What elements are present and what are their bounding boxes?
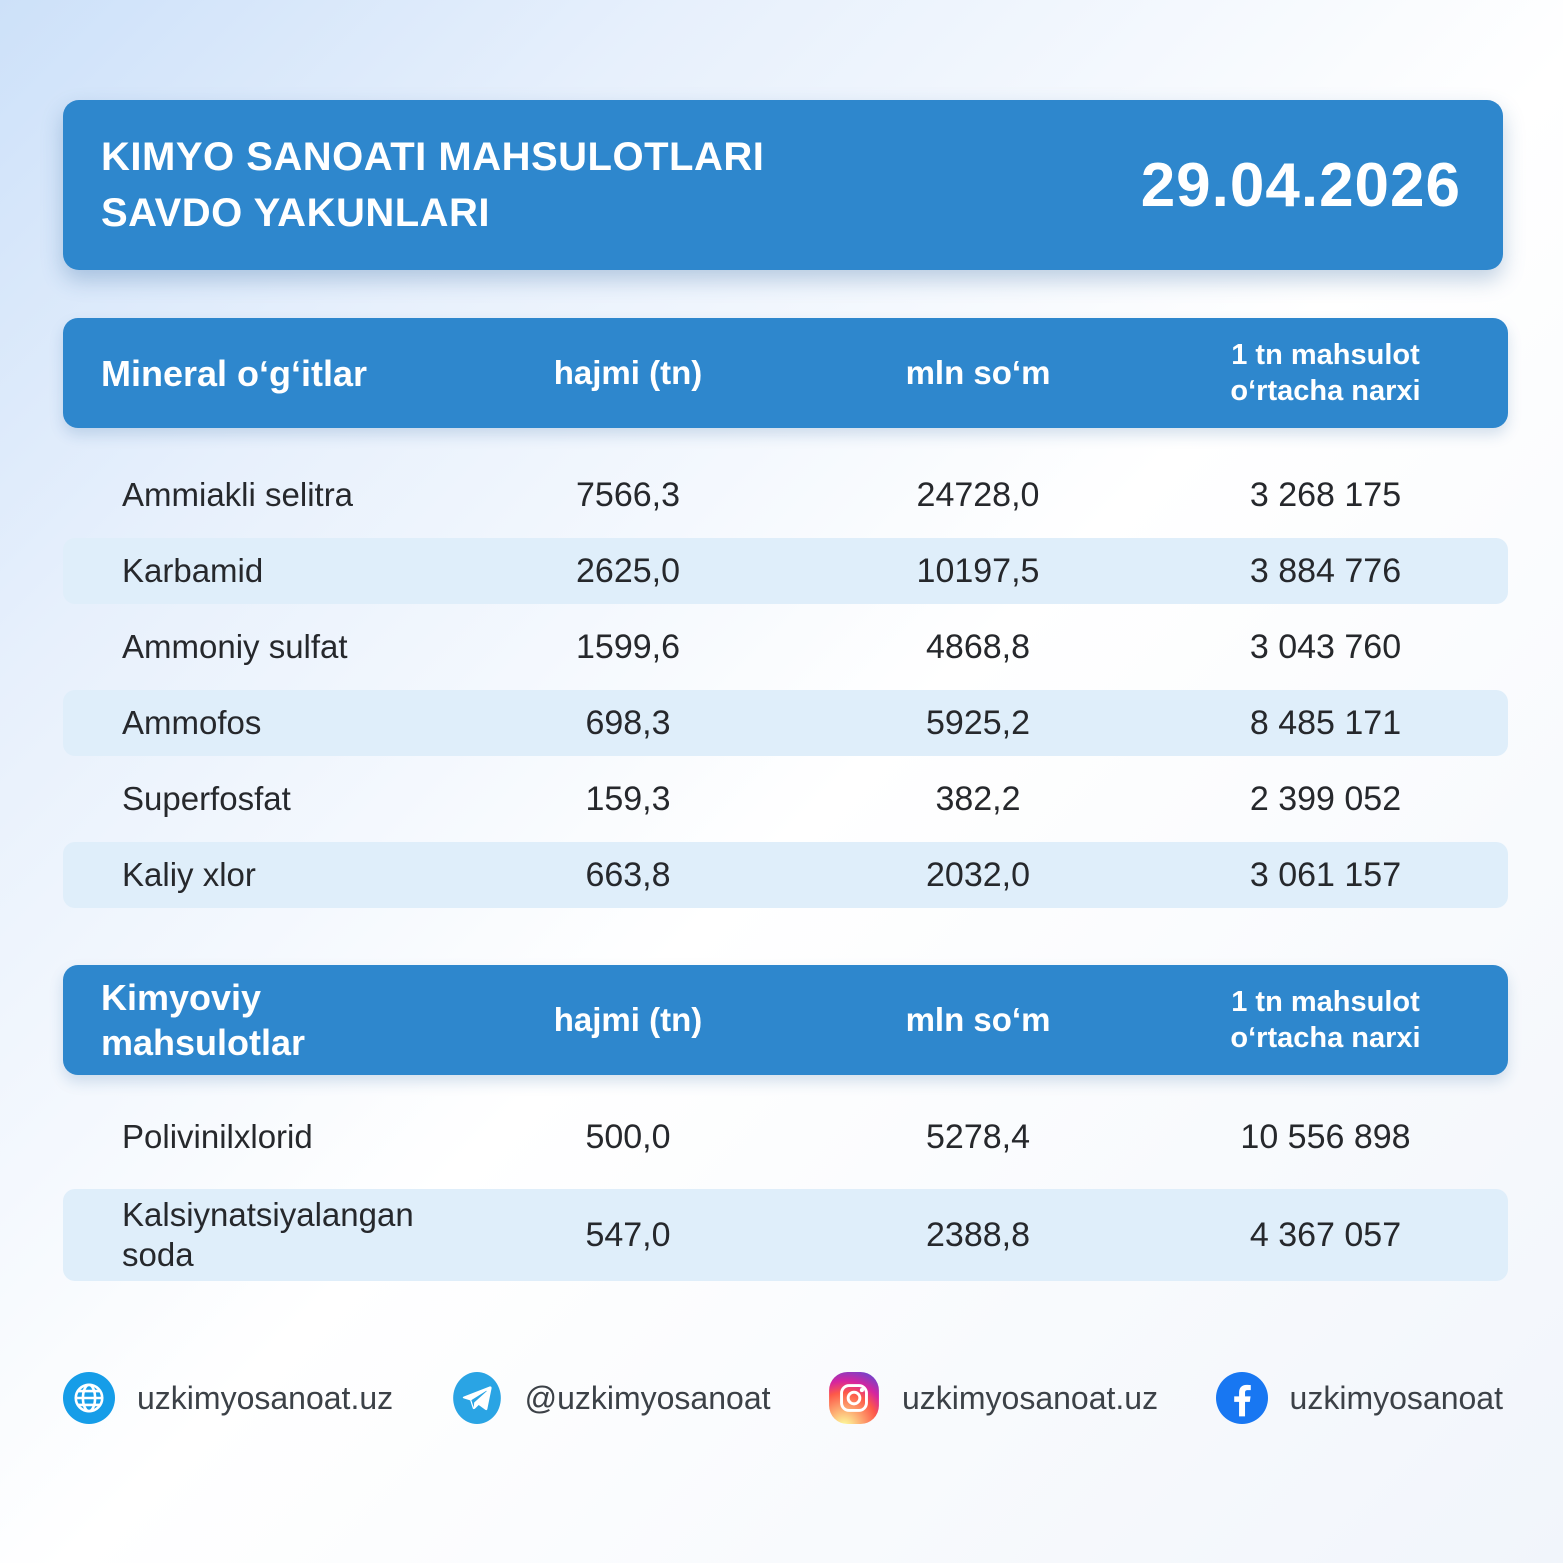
volume-value: 500,0: [585, 1117, 671, 1156]
volume-value: 7566,3: [576, 475, 680, 514]
column-header-volume: hajmi (tn): [553, 1001, 703, 1039]
column-header-mineral-products: Mineral oʻgʻitlar: [101, 352, 368, 394]
table-row: [63, 842, 1508, 908]
product-name: Kaliy xlor: [122, 856, 256, 894]
volume-value: 2625,0: [576, 551, 680, 590]
avg-price-value: 3 061 157: [1249, 855, 1402, 894]
telegram-icon: [451, 1372, 503, 1424]
telegram-label: @uzkimyosanoat: [524, 1379, 771, 1416]
facebook-link[interactable]: [1216, 1372, 1503, 1424]
product-name: Ammofos: [122, 704, 262, 742]
table-row: [63, 766, 1508, 832]
mln-som-value: 24728,0: [916, 475, 1040, 514]
instagram-icon: [828, 1372, 880, 1424]
table-row: [63, 538, 1508, 604]
product-name: Superfosfat: [122, 780, 291, 818]
volume-value: 547,0: [585, 1215, 671, 1254]
mln-som-value: 2388,8: [926, 1215, 1030, 1254]
table-row: [63, 614, 1508, 680]
avg-price-value: 4 367 057: [1249, 1215, 1402, 1254]
mln-som-value: 5278,4: [926, 1117, 1030, 1156]
column-header-chemical-products: Kimyoviy mahsulotlar: [101, 977, 306, 1063]
page-title-line2: SAVDO YAKUNLARI: [101, 191, 491, 235]
instagram-link[interactable]: [828, 1372, 1158, 1424]
footer: [63, 1372, 1503, 1424]
table-row: [63, 462, 1508, 528]
report-date: 29.04.2026: [1140, 150, 1461, 220]
avg-price-value: 3 268 175: [1249, 475, 1402, 514]
avg-price-value: 8 485 171: [1249, 703, 1402, 742]
globe-icon: [63, 1372, 115, 1424]
mln-som-value: 2032,0: [926, 855, 1030, 894]
column-header-mln-som: mln soʻm: [905, 354, 1051, 392]
mln-som-value: 4868,8: [926, 627, 1030, 666]
product-name: Karbamid: [122, 552, 264, 590]
table-row: [63, 1189, 1508, 1281]
page-title-line1: KIMYO SANOATI MAHSULOTLARI: [101, 135, 765, 179]
avg-price-value: 3 043 760: [1249, 627, 1402, 666]
product-name: Kalsiynatsiyalangan soda: [122, 1196, 414, 1273]
column-header-avg-price: 1 tn mahsulot oʻrtacha narxi: [1230, 985, 1421, 1054]
page-title: [101, 129, 764, 241]
facebook-icon: [1216, 1372, 1268, 1424]
volume-value: 663,8: [585, 855, 671, 894]
product-name: Ammiakli selitra: [122, 476, 354, 514]
product-name: Ammoniy sulfat: [122, 628, 348, 666]
instagram-label: uzkimyosanoat.uz: [901, 1379, 1159, 1416]
table-row: [63, 690, 1508, 756]
avg-price-value: 10 556 898: [1240, 1117, 1411, 1156]
column-header-volume: hajmi (tn): [553, 354, 703, 392]
volume-value: 698,3: [585, 703, 671, 742]
chemical-table-header-row: [63, 965, 1508, 1075]
facebook-label: uzkimyosanoat: [1289, 1379, 1503, 1416]
telegram-link[interactable]: [451, 1372, 771, 1424]
website-link[interactable]: [63, 1372, 393, 1424]
mln-som-value: 10197,5: [916, 551, 1040, 590]
mln-som-value: 5925,2: [926, 703, 1030, 742]
website-label: uzkimyosanoat.uz: [137, 1379, 394, 1416]
header-card: [63, 100, 1503, 270]
mineral-fertilizers-table: [63, 318, 1508, 918]
avg-price-value: 3 884 776: [1249, 551, 1402, 590]
column-header-mln-som: mln soʻm: [905, 1001, 1051, 1039]
volume-value: 159,3: [585, 779, 671, 818]
avg-price-value: 2 399 052: [1249, 779, 1402, 818]
mineral-table-header-row: [63, 318, 1508, 428]
product-name: Polivinilxlorid: [122, 1118, 313, 1156]
volume-value: 1599,6: [576, 627, 680, 666]
chemical-products-table: [63, 965, 1508, 1291]
column-header-avg-price: 1 tn mahsulot oʻrtacha narxi: [1230, 338, 1421, 407]
mln-som-value: 382,2: [935, 779, 1021, 818]
table-row: [63, 1095, 1508, 1179]
